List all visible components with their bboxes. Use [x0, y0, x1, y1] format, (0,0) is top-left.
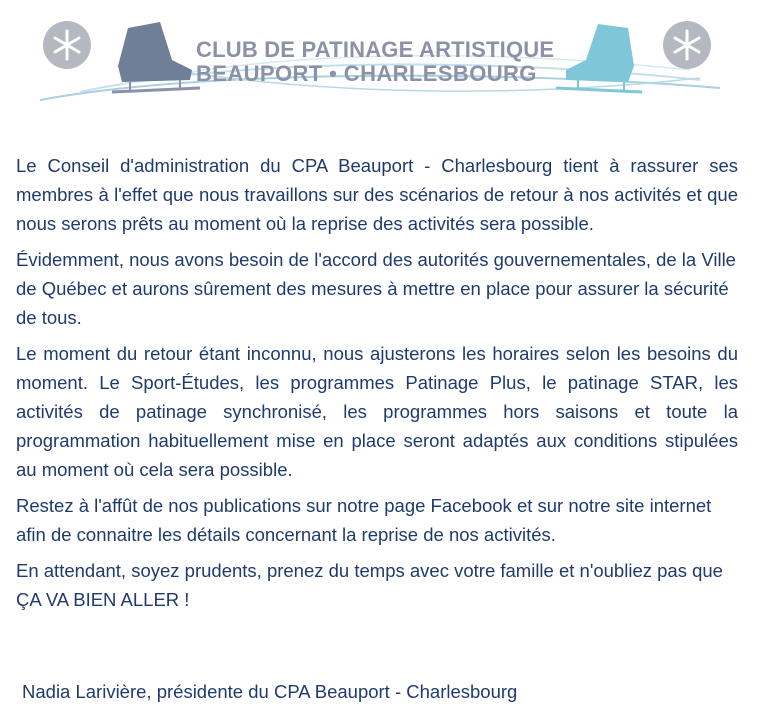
paragraph: Restez à l'affût de nos publications sur notre page Facebook et sur notre site internet afin de connaitre les détails concernant la reprise de nos activités. — [16, 495, 712, 545]
snowflake-icon — [663, 21, 711, 69]
paragraph: Le Conseil d'administration du CPA Beauport - Charlesbourg tient à rassurer ses membres à l'effet que nous travaillons sur des scénarios de retour à nos activités et que nous serons prêts au moment où la reprise des activités sera possible. — [16, 155, 738, 234]
announcement-body — [16, 151, 738, 621]
left-skate-icon — [112, 22, 200, 92]
snowflake-icon — [43, 21, 91, 69]
paragraph: Le moment du retour étant inconnu, nous ajusterons les horaires selon les besoins du moment. Le Sport-Études, les programmes Patinage Plus, le patinage STAR, les activités de patinage synchronisé, les programmes hors saisons et toute la programmation habituellement mise en place seront adaptés aux conditions stipulées au moment où cela sera possible. — [16, 343, 738, 480]
logo-subtitle: BEAUPORT • CHARLESBOURG — [196, 61, 537, 86]
paragraph: En attendant, soyez prudents, prenez du temps avec votre famille et n'oubliez pas que ÇA VA BIEN ALLER ! — [16, 560, 723, 610]
logo-title: CLUB DE PATINAGE ARTISTIQUE — [196, 37, 555, 62]
signature: Nadia Larivière, présidente du CPA Beauport - Charlesbourg — [22, 681, 518, 702]
logo-banner — [0, 0, 758, 112]
paragraph: Évidemment, nous avons besoin de l'accord des autorités gouvernementales, de la Ville de Québec et aurons sûrement des mesures à mettre en place pour assurer la sécurité de tous. — [16, 249, 736, 328]
